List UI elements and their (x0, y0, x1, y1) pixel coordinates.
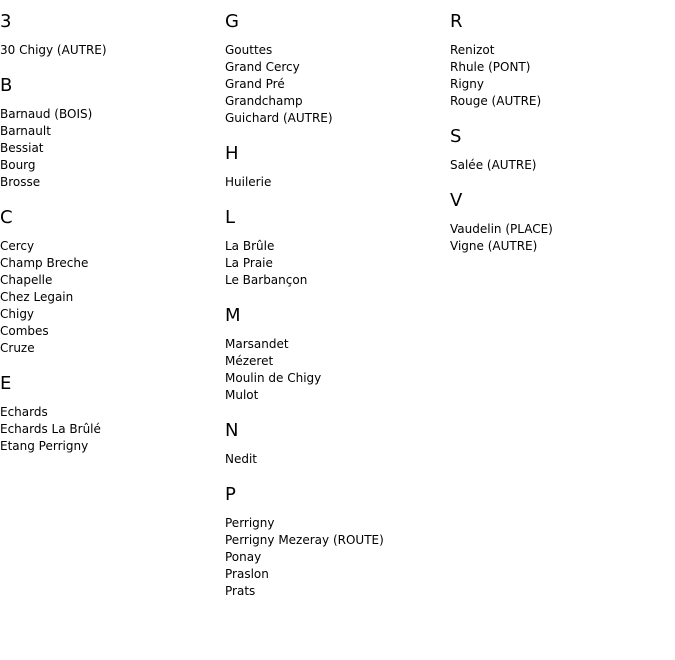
letter-heading: N (225, 420, 239, 441)
place-link[interactable]: Vigne (AUTRE) (450, 239, 538, 253)
letter-group (0, 12, 220, 59)
place-link[interactable]: Grandchamp (225, 94, 303, 108)
place-link[interactable]: Brosse (0, 175, 41, 189)
place-list (225, 42, 445, 127)
place-link[interactable]: Rouge (AUTRE) (450, 94, 542, 108)
place-list (0, 238, 220, 357)
place-list (0, 106, 220, 191)
place-list (225, 336, 445, 404)
letter-heading: S (450, 126, 462, 147)
place-link[interactable]: Salée (AUTRE) (450, 158, 537, 172)
place-link[interactable]: Nedit (225, 452, 258, 466)
place-link[interactable]: Grand Pré (225, 77, 285, 91)
place-link[interactable]: Bessiat (0, 141, 44, 155)
place-link[interactable]: Grand Cercy (225, 60, 300, 74)
letter-heading: H (225, 143, 239, 164)
place-list (450, 42, 670, 110)
place-link[interactable]: Rigny (450, 77, 484, 91)
letter-heading: P (225, 484, 236, 505)
letter-group (0, 208, 220, 357)
letter-heading: R (450, 11, 463, 32)
letter-heading: B (0, 75, 13, 96)
letter-group (225, 421, 445, 468)
place-link[interactable]: Ponay (225, 550, 262, 564)
letter-group (225, 144, 445, 191)
letter-heading: V (450, 190, 463, 211)
place-link[interactable]: Mulot (225, 388, 259, 402)
letter-heading: L (225, 207, 236, 228)
place-link[interactable]: Marsandet (225, 337, 289, 351)
place-link[interactable]: Moulin de Chigy (225, 371, 322, 385)
place-link[interactable]: Prats (225, 584, 256, 598)
letter-group (0, 374, 220, 455)
letter-group (225, 12, 445, 127)
place-link[interactable]: Gouttes (225, 43, 273, 57)
place-link[interactable]: Champ Breche (0, 256, 89, 270)
place-list (225, 451, 445, 468)
place-link[interactable]: Rhule (PONT) (450, 60, 531, 74)
place-link[interactable]: Barnaud (BOIS) (0, 107, 93, 121)
place-link[interactable]: Cruze (0, 341, 35, 355)
place-link[interactable]: Renizot (450, 43, 495, 57)
letter-group (225, 306, 445, 404)
letter-heading: G (225, 11, 239, 32)
letter-heading: 3 (0, 11, 12, 32)
place-link[interactable]: Perrigny Mezeray (ROUTE) (225, 533, 384, 547)
place-link[interactable]: Barnault (0, 124, 51, 138)
place-link[interactable]: Etang Perrigny (0, 439, 89, 453)
letter-group (225, 485, 445, 600)
place-link[interactable]: Chigy (0, 307, 35, 321)
place-link[interactable]: Huilerie (225, 175, 272, 189)
index-column-1 (0, 12, 220, 455)
place-list (225, 238, 445, 289)
place-link[interactable]: Le Barbançon (225, 273, 308, 287)
place-list (0, 404, 220, 455)
place-list (225, 515, 445, 600)
place-link[interactable]: Chez Legain (0, 290, 74, 304)
place-link[interactable]: La Praie (225, 256, 273, 270)
index-column-2 (225, 12, 445, 600)
place-link[interactable]: Mézeret (225, 354, 274, 368)
letter-group (225, 208, 445, 289)
place-list (450, 221, 670, 255)
letter-heading: C (0, 207, 13, 228)
letter-group (450, 191, 670, 255)
place-link[interactable]: Guichard (AUTRE) (225, 111, 333, 125)
place-link[interactable]: Echards (0, 405, 48, 419)
letter-group (0, 76, 220, 191)
place-link[interactable]: Cercy (0, 239, 35, 253)
place-link[interactable]: Combes (0, 324, 49, 338)
place-link[interactable]: Echards La Brûlé (0, 422, 101, 436)
letter-group (450, 12, 670, 110)
place-link[interactable]: Bourg (0, 158, 36, 172)
letter-group (450, 127, 670, 174)
place-link[interactable]: Praslon (225, 567, 269, 581)
place-link[interactable]: 30 Chigy (AUTRE) (0, 43, 107, 57)
place-link[interactable]: Chapelle (0, 273, 53, 287)
index-column-3 (450, 12, 670, 255)
place-link[interactable]: La Brûle (225, 239, 275, 253)
letter-heading: E (0, 373, 12, 394)
letter-heading: M (225, 305, 241, 326)
place-list (0, 42, 220, 59)
place-list (225, 174, 445, 191)
place-list (450, 157, 670, 174)
place-link[interactable]: Vaudelin (PLACE) (450, 222, 553, 236)
place-link[interactable]: Perrigny (225, 516, 275, 530)
